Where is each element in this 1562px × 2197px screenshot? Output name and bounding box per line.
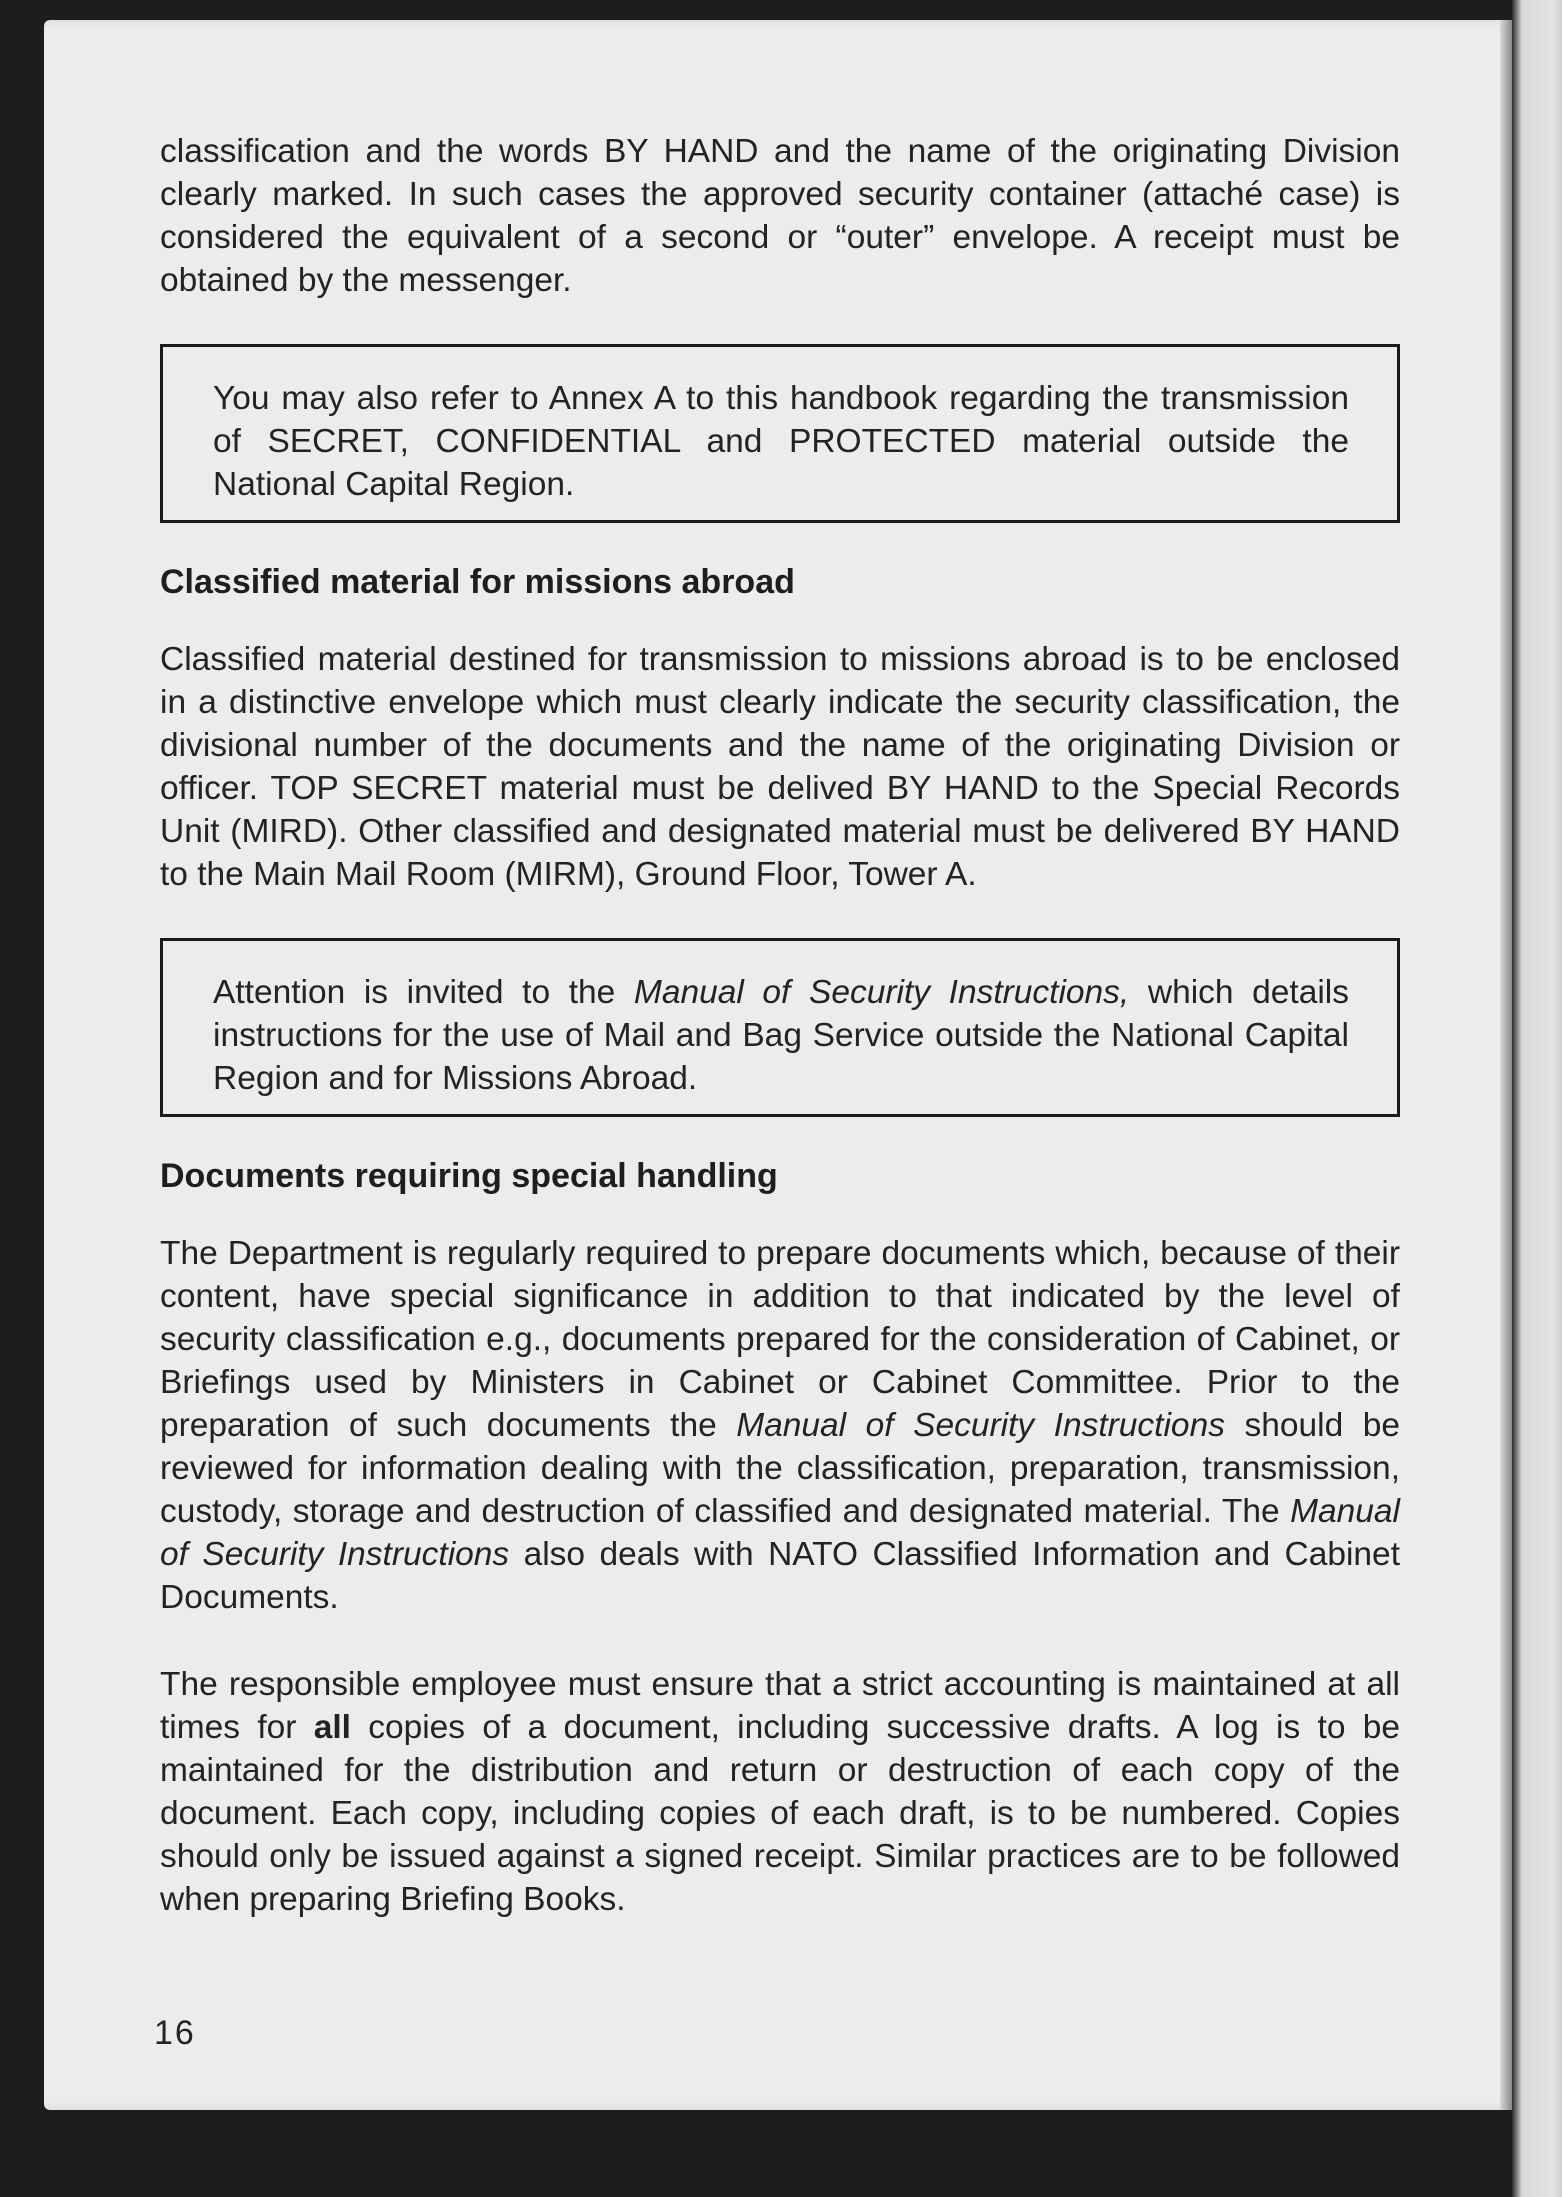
all-emphasis: all <box>313 1709 351 1746</box>
manual-reference-text <box>213 971 1349 1100</box>
manual-reference-note <box>160 938 1400 1117</box>
special-handling-heading: Documents requiring special handling <box>160 1157 778 1195</box>
intro-paragraph: classification and the words BY HAND and the name of the originating Division clearly marked. In such cases the approved security container (attaché case) is considered the equivalent of a second or “outer” envelope. A receipt must be obtained by the messenger. <box>160 133 1400 299</box>
page-number: 16 <box>154 2014 196 2052</box>
manual-title: Manual of Security Instructions <box>160 1493 1400 1573</box>
special-p1-part-3: also deals with NATO Classified Information and Cabinet Documents. <box>160 1536 1400 1616</box>
manual-note-after: which details instructions for the use of Mail and Bag Service outside the National Capital Region and for Missions Abroad. <box>213 974 1349 1097</box>
missions-abroad-heading: Classified material for missions abroad <box>160 563 795 601</box>
special-handling-paragraph-2 <box>160 1663 1400 1921</box>
next-page-edge <box>1512 0 1562 2197</box>
special-p1-part-1: The Department is regularly required to prepare documents which, because of their content, have special significance in addition to that indicated by the level of security classification e.g., documents prepared for the consideration of Cabinet, or Briefings used by Ministers in Cabinet or Cabinet Committee. Prior to the preparation of such documents the <box>160 1235 1400 1444</box>
annex-reference-note <box>160 344 1400 523</box>
special-p2-part-1: The responsible employee must ensure that a strict accounting is maintained at all times for <box>160 1666 1400 1746</box>
special-handling-paragraph-1 <box>160 1232 1400 1619</box>
annex-reference-text: You may also refer to Annex A to this handbook regarding the transmission of SECRET, CONFIDENTIAL and PROTECTED material outside the National Capital Region. <box>213 380 1349 503</box>
manual-note-before: Attention is invited to the <box>213 974 634 1011</box>
page-content <box>160 130 1400 1921</box>
manual-title: Manual of Security Instructions <box>736 1407 1225 1444</box>
manual-title: Manual of Security Instructions, <box>633 974 1130 1011</box>
missions-abroad-paragraph: Classified material destined for transmission to missions abroad is to be enclosed in a distinctive envelope which must clearly indicate the security classification, the divisional number of the documents and the name of the originating Division or officer. TOP SECRET material must be delived BY HAND to the Special Records Unit (MIRD). Other classified and designated material must be delivered BY HAND to the Main Mail Room (MIRM), Ground Floor, Tower A. <box>160 641 1400 893</box>
special-p1-part-2: should be reviewed for information dealing with the classification, preparation, transmission, custody, storage and destruction of classified and designated material. The <box>160 1407 1400 1530</box>
special-p2-part-2: copies of a document, including successive drafts. A log is to be maintained for the distribution and return or destruction of each copy of the document. Each copy, including copies of each draft, is to be numbered. Copies should only be issued against a signed receipt. Similar practices are to be followed when preparing Briefing Books. <box>160 1709 1400 1918</box>
